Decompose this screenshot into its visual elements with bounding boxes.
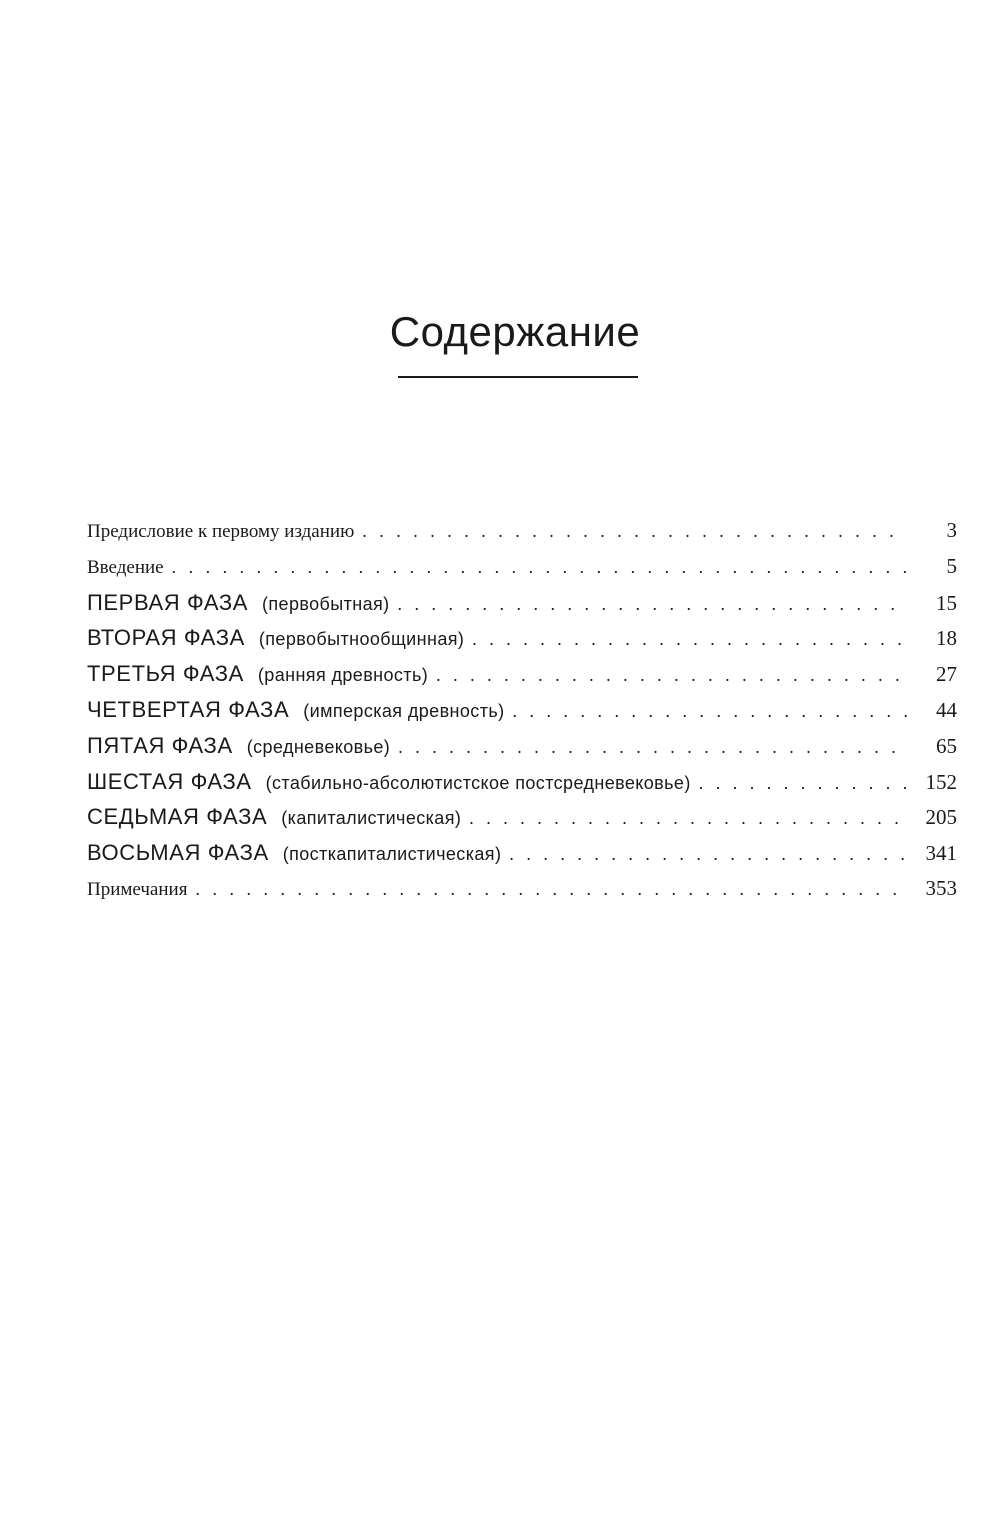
toc-entry-label (87, 697, 505, 723)
table-of-contents (87, 518, 957, 912)
page-title: Содержание (389, 308, 641, 355)
toc-entry-label (87, 590, 390, 616)
toc-entry-phase-6[interactable] (87, 769, 957, 805)
toc-page-number: 205 (925, 805, 957, 830)
dot-leader (513, 701, 907, 722)
toc-entry-phase-5[interactable] (87, 733, 957, 769)
toc-entry-label: Примечания (87, 878, 188, 900)
toc-entry-notes[interactable] (87, 876, 957, 912)
toc-entry-label (87, 804, 461, 830)
phase-name: ВТОРАЯ ФАЗА (87, 625, 245, 651)
toc-page-number: 341 (925, 841, 957, 866)
toc-entry-phase-2[interactable] (87, 625, 957, 661)
phase-subtitle: (посткапиталистическая) (282, 844, 502, 865)
toc-entry-label: Предисловие к первому изданию (87, 521, 355, 542)
dot-leader (699, 773, 907, 794)
phase-subtitle: (первобытнообщинная) (258, 629, 465, 650)
toc-entry-label (87, 769, 691, 795)
toc-entry-introduction[interactable] (87, 554, 957, 590)
dot-leader (469, 808, 907, 829)
dot-leader (362, 521, 907, 542)
phase-subtitle: (первобытная) (262, 593, 390, 614)
toc-entry-phase-8[interactable] (87, 840, 957, 876)
toc-page-number: 15 (936, 590, 957, 615)
toc-page-number: 353 (925, 875, 957, 900)
toc-page-number: 3 (946, 518, 957, 542)
phase-name: ПЕРВАЯ ФАЗА (87, 589, 249, 615)
dot-leader (436, 665, 907, 686)
toc-page-number: 5 (946, 553, 957, 578)
dot-leader (472, 629, 907, 650)
phase-subtitle: (ранняя древность) (257, 665, 429, 686)
toc-page-number: 152 (925, 769, 957, 794)
phase-name: ВОСЬМАЯ ФАЗА (87, 840, 269, 866)
phase-name: СЕДЬМАЯ ФАЗА (87, 804, 268, 830)
toc-page-number: 44 (936, 697, 957, 722)
dot-leader (509, 844, 907, 865)
toc-entry-label: Введение (87, 556, 164, 578)
dot-leader (398, 737, 907, 758)
phase-subtitle: (капиталистическая) (281, 808, 462, 829)
phase-name: ПЯТАЯ ФАЗА (87, 732, 233, 758)
toc-page-number: 65 (936, 733, 957, 758)
phase-name: ЧЕТВЕРТАЯ ФАЗА (87, 696, 290, 722)
phase-subtitle: (имперская древность) (303, 700, 505, 721)
toc-entry-phase-7[interactable] (87, 804, 957, 840)
phase-subtitle: (средневековье) (246, 736, 391, 757)
phase-name: ТРЕТЬЯ ФАЗА (87, 661, 244, 687)
dot-leader (172, 557, 907, 578)
title-underline (398, 376, 638, 378)
dot-leader (195, 879, 907, 900)
toc-page-number: 27 (936, 662, 957, 687)
toc-page-number: 18 (936, 626, 957, 651)
toc-entry-label (87, 661, 428, 687)
toc-entry-phase-3[interactable] (87, 661, 957, 697)
toc-entry-label (87, 733, 390, 759)
phase-name: ШЕСТАЯ ФАЗА (87, 768, 252, 794)
toc-entry-phase-1[interactable] (87, 590, 957, 626)
toc-entry-label (87, 625, 464, 651)
phase-subtitle: (стабильно-абсолютистское постсредневековье) (265, 772, 691, 793)
toc-entry-label (87, 840, 501, 866)
dot-leader (398, 594, 907, 615)
toc-entry-phase-4[interactable] (87, 697, 957, 733)
toc-entry-preface[interactable] (87, 518, 957, 554)
